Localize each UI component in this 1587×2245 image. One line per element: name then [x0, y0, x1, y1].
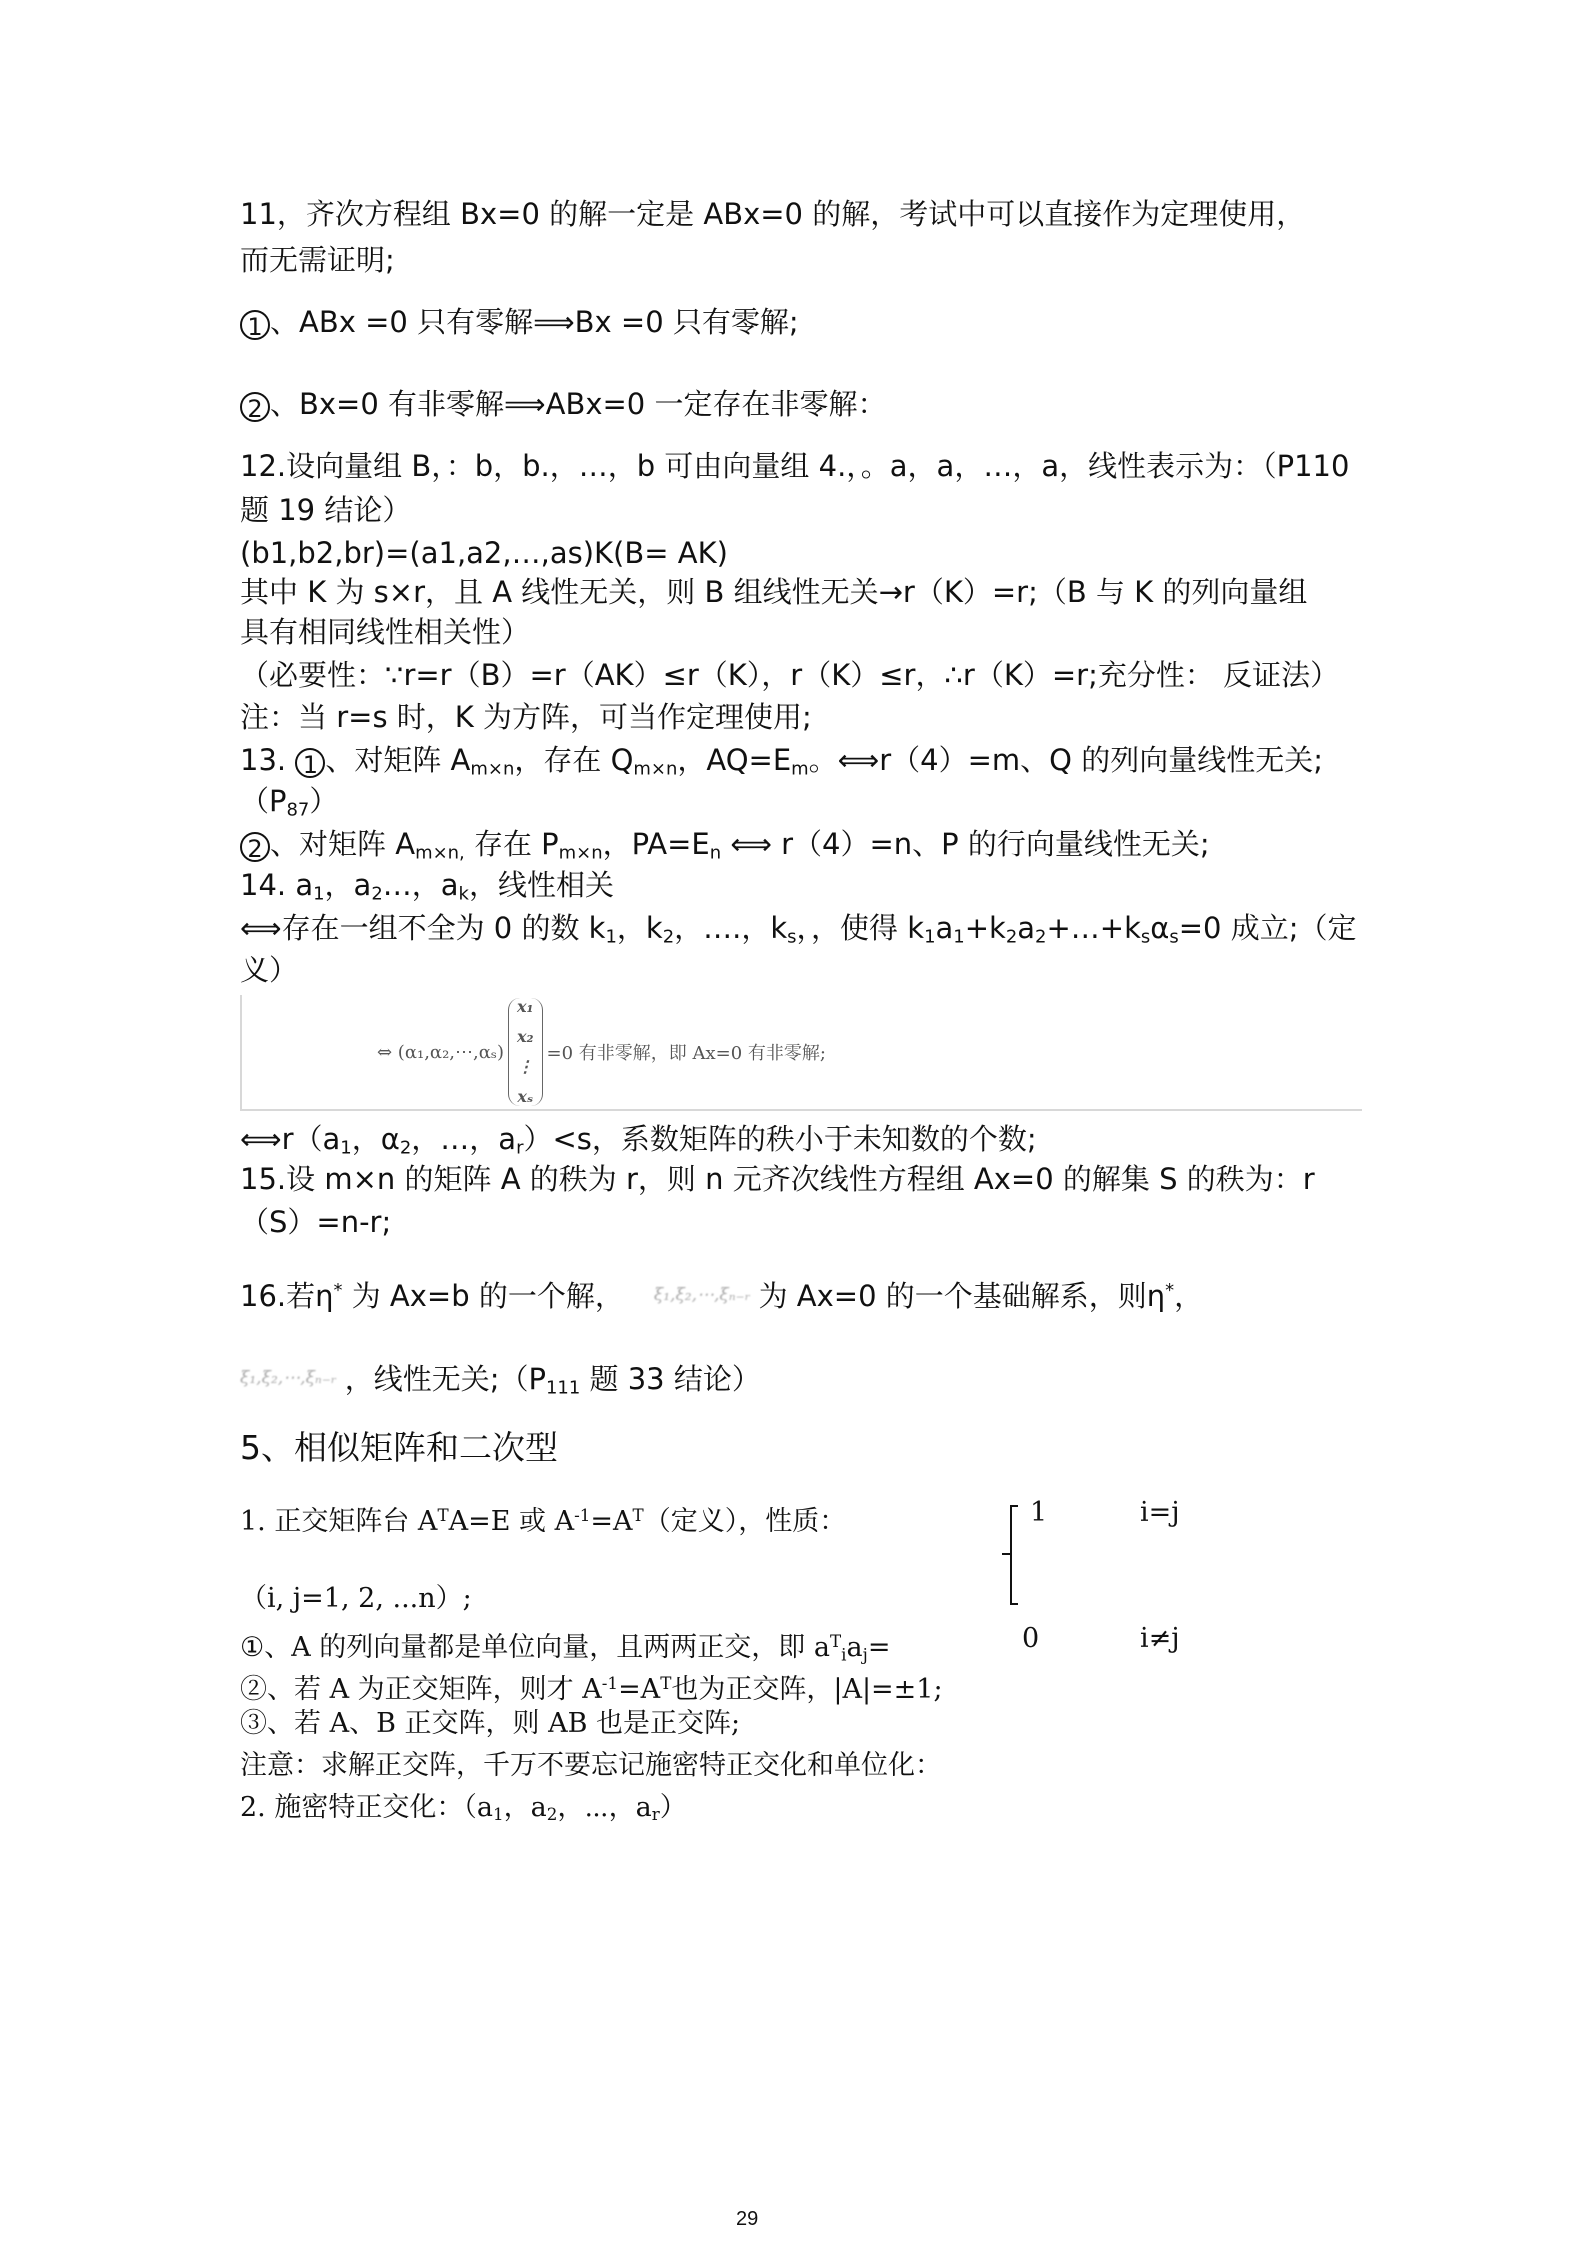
item-12-line-6: （必要性：∵r=r（B）=r（AK）≤r（K），r（K）≤r，∴r（K）=r;充分性： 反证法） — [240, 658, 1340, 692]
text: +k — [964, 911, 1006, 945]
item-16-line-1 — [240, 1273, 1203, 1314]
item-12-line-2: 题 19 结论） — [240, 493, 412, 527]
item-14-line-2 — [240, 910, 1357, 955]
text: ⟺存在一组不全为 0 的数 k — [240, 911, 606, 945]
subscript: r — [516, 1137, 524, 1159]
item-15-line-1: 15.设 m×n 的矩阵 A 的秩为 r，则 n 元齐次线性方程组 Ax=0 的解集 S 的秩为：r — [240, 1162, 1315, 1196]
item-11-line-2: 而无需证明; — [240, 243, 395, 277]
superscript: * — [333, 1280, 343, 1301]
section5-index-range: （i, j=1, 2, ...n）; — [240, 1583, 472, 1614]
item-number: 13. — [240, 743, 296, 777]
page-number: 29 — [736, 2208, 759, 2230]
column-vector — [508, 998, 543, 1106]
subscript: 111 — [545, 1377, 581, 1399]
subscript: 1 — [313, 883, 325, 905]
text: ②、若 A 为正交矩阵，则才 A — [240, 1674, 602, 1706]
text: ，….，k — [674, 911, 788, 945]
formula-suffix: =0 有非零解，即 Ax=0 有非零解; — [546, 1043, 826, 1064]
section5-note: 注意：求解正交阵，千万不要忘记施密特正交化和单位化： — [240, 1750, 942, 1781]
text: 、对矩阵 A — [270, 827, 416, 861]
subscript: 1 — [492, 1804, 504, 1825]
text: a — [1017, 911, 1036, 945]
text: 为 Ax=0 的一个基础解系，则η — [758, 1278, 1166, 1313]
subscript: 2 — [546, 1804, 558, 1825]
subscript: m×n — [558, 842, 603, 864]
circled-number: 1 — [240, 310, 270, 340]
brace-bottom — [1010, 1603, 1018, 1605]
superscript: -1 — [574, 1505, 591, 1525]
text: α — [1150, 911, 1170, 945]
text: 。⟺r（4）=m、Q 的列向量线性无关; — [808, 743, 1323, 777]
section-heading: 5、相似矩阵和二次型 — [240, 1428, 558, 1467]
text: 1. 正交矩阵台 A — [240, 1506, 438, 1538]
formula-content — [377, 995, 826, 1109]
text: 存在 P — [464, 827, 559, 861]
subscript: m — [791, 758, 809, 780]
subscript: 1 — [340, 1137, 352, 1159]
subscript: 1 — [924, 926, 936, 948]
text: ） — [309, 784, 339, 818]
text: ，α — [351, 1122, 400, 1156]
text: ，…，a — [411, 1122, 517, 1156]
item-12-line-5: 具有相同线性相关性） — [240, 615, 531, 649]
text: ，a — [324, 868, 372, 902]
subscript: 2 — [371, 883, 383, 905]
text: = — [867, 1632, 891, 1664]
subscript: k — [458, 883, 469, 905]
text: ①、A 的列向量都是单位向量，且两两正交，即 a — [240, 1632, 830, 1664]
item-13-reference — [240, 783, 338, 828]
text: =0 成立;（定 — [1178, 911, 1357, 945]
item-15-line-2: （S）=n-r; — [240, 1205, 392, 1239]
item-13-point-2 — [240, 826, 1210, 871]
text: =A — [590, 1506, 633, 1538]
text: ）<s，系数矩阵的秩小于未知数的个数; — [523, 1122, 1037, 1156]
formula-prefix: ⇔ (α₁,α₂,⋯,αₛ) — [377, 1041, 504, 1063]
text: ⟺ r（4）=n、P 的行向量线性无关; — [721, 827, 1210, 861]
subscript: 2 — [399, 1137, 412, 1159]
item-11-point-2 — [240, 386, 886, 422]
formula-image — [240, 995, 1362, 1111]
text: 为 Ax=b 的一个解， — [342, 1278, 624, 1313]
matrix-entry: x₂ — [516, 1027, 534, 1046]
text: ， — [1174, 1278, 1204, 1313]
section5-item-1 — [240, 1497, 846, 1540]
text: 题 33 结论） — [580, 1362, 761, 1396]
text: ，存在 Q — [514, 743, 634, 777]
text: 2. 施密特正交化：（a — [240, 1792, 493, 1823]
superscript: T — [660, 1673, 672, 1693]
circled-number: 2 — [240, 392, 270, 422]
piecewise-brace — [1010, 1505, 1028, 1605]
text: 16.若η — [240, 1278, 334, 1313]
subscript: s — [1140, 926, 1151, 948]
text: 、对矩阵 A — [325, 743, 471, 777]
text: ，a — [503, 1792, 547, 1823]
text: ，线性相关 — [468, 868, 614, 902]
text: ，⋯，a — [557, 1792, 652, 1823]
text: 也为正交阵，|A|=±1; — [671, 1674, 943, 1706]
subscript: i — [841, 1644, 847, 1665]
section5-property-3: ③、若 A、B 正交阵，则 AB 也是正交阵; — [240, 1708, 741, 1739]
text: （P — [240, 784, 287, 818]
case-1-value: 1 — [1030, 1497, 1048, 1528]
text: ⟺r（a — [240, 1122, 341, 1156]
superscript: T — [829, 1631, 842, 1651]
text: ） — [659, 1792, 687, 1823]
subscript: m×n, — [415, 842, 465, 864]
text: ，，使得 k — [796, 911, 925, 945]
subscript: 2 — [662, 926, 675, 948]
subscript: r — [651, 1804, 660, 1825]
subscript: m×n — [633, 758, 678, 780]
item-14-line-4 — [240, 1121, 1037, 1166]
circled-number: 1 — [295, 748, 325, 778]
item-11-point-1 — [240, 304, 799, 340]
text: ，线性无关;（P — [344, 1362, 546, 1396]
text: a — [935, 911, 954, 945]
case-1-condition: i=j — [1140, 1497, 1180, 1528]
superscript: T — [437, 1505, 449, 1525]
subscript: 2 — [1035, 926, 1047, 948]
point-text: 、Bx=0 有非零解⟹ABx=0 一定存在非零解： — [270, 387, 887, 421]
subscript: 1 — [953, 926, 965, 948]
text: 14. a — [240, 868, 314, 902]
point-text: 、ABx =0 只有零解⟹Bx =0 只有零解; — [270, 305, 799, 339]
circled-number: 2 — [240, 832, 270, 862]
text: ，AQ=E — [677, 743, 792, 777]
superscript: T — [632, 1505, 644, 1525]
item-14-line-1 — [240, 867, 614, 912]
item-14-line-3: 义） — [240, 953, 299, 987]
item-12-line-3: (b1,b2,br)=(a1,a2,…,as)K(B= AK) — [240, 536, 728, 570]
subscript: m×n — [470, 758, 515, 780]
subscript: s — [787, 926, 797, 948]
text: ，k — [616, 911, 663, 945]
item-12-line-4: 其中 K 为 s×r，且 A 线性无关，则 B 组线性无关→r（K）=r;（B 与 K 的列向量组 — [240, 575, 1308, 609]
item-12-line-1: 12.设向量组 B，：b，b.，…，b 可由向量组 4.，。a，a，…，a，线性表示为：（P110 — [240, 449, 1350, 483]
text: a — [846, 1632, 863, 1664]
text: ，PA=E — [602, 827, 710, 861]
text: A=E 或 A — [448, 1506, 575, 1538]
matrix-entry: x₁ — [516, 997, 534, 1016]
text: =A — [618, 1674, 661, 1706]
subscript: 87 — [286, 799, 310, 821]
subscript: j — [862, 1644, 868, 1665]
matrix-entry: xₛ — [517, 1087, 534, 1106]
text: …，a — [382, 868, 459, 902]
subscript: 2 — [1005, 926, 1018, 948]
case-2-condition: i≠j — [1140, 1623, 1180, 1654]
xi-basis-image: ξ₁,ξ₂,⋯,ξₙ₋ᵣ — [653, 1284, 751, 1305]
item-12-line-7: 注：当 r=s 时，K 为方阵，可当作定理使用; — [240, 700, 812, 734]
section5-property-2 — [240, 1665, 943, 1708]
subscript: 1 — [605, 926, 617, 948]
superscript: * — [1165, 1280, 1175, 1301]
item-16-line-2 — [240, 1360, 761, 1406]
section5-item-2 — [240, 1790, 687, 1832]
subscript: n — [709, 842, 722, 864]
item-11-line-1: 11，齐次方程组 Bx=0 的解一定是 ABx=0 的解，考试中可以直接作为定理使用， — [240, 197, 1306, 231]
text: （定义），性质： — [643, 1506, 847, 1538]
xi-basis-image: ξ₁,ξ₂,⋯,ξₙ₋ᵣ — [240, 1368, 337, 1388]
item-13-point-1 — [240, 742, 1323, 787]
subscript: s — [1169, 926, 1179, 948]
matrix-entry: ⋮ — [517, 1057, 534, 1076]
case-2-value: 0 — [1022, 1623, 1040, 1654]
superscript: -1 — [601, 1673, 619, 1693]
text: +…+k — [1046, 911, 1141, 945]
